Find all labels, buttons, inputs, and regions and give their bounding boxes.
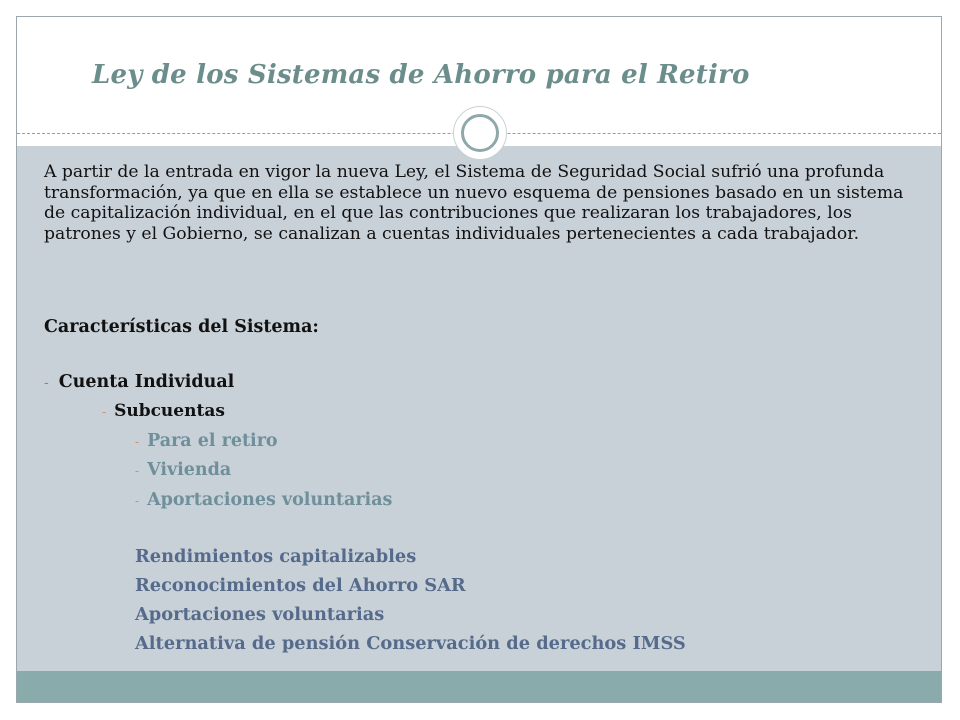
- list-item-label: Aportaciones voluntarias: [147, 490, 393, 510]
- bullet-dash-icon: -: [44, 375, 49, 391]
- list-item-level3: [135, 490, 392, 510]
- list-item-label: Vivienda: [147, 460, 232, 480]
- list-item-level2: [102, 401, 225, 421]
- bullet-dash-icon: -: [135, 464, 140, 478]
- list-item-level3: [135, 431, 278, 451]
- list-item-level3: [135, 460, 231, 480]
- bullet-dash-icon: -: [135, 494, 140, 508]
- intro-paragraph: A partir de la entrada en vigor la nueva Ley, el Sistema de Seguridad Social sufrió una profunda transformación, ya que en ella se establece un nuevo esquema de pensiones basado en un sistema de capitalización individual, en el que las contribuciones que realizaran los trabajadores, los patrones y el Gobierno, se canalizan a cuentas individuales pertenecientes a cada trabajador.: [44, 162, 904, 244]
- plain-item: Aportaciones voluntarias: [135, 604, 385, 625]
- list-item-level1: [44, 372, 234, 392]
- plain-item: Alternativa de pensión Conservación de derechos IMSS: [135, 633, 686, 654]
- plain-item: Reconocimientos del Ahorro SAR: [135, 575, 466, 596]
- section-heading: Características del Sistema:: [44, 317, 319, 337]
- list-item-label: Cuenta Individual: [58, 372, 235, 392]
- bullet-dash-icon: -: [102, 405, 107, 419]
- footer-bar: [17, 671, 941, 702]
- slide-title: Ley de los Sistemas de Ahorro para el Retiro: [92, 60, 750, 90]
- plain-item: Rendimientos capitalizables: [135, 546, 417, 567]
- ornament-ring: [461, 114, 499, 152]
- circle-ornament-icon: [453, 106, 507, 160]
- bullet-dash-icon: -: [135, 435, 140, 449]
- list-item-label: Subcuentas: [114, 401, 225, 421]
- list-item-label: Para el retiro: [147, 431, 278, 451]
